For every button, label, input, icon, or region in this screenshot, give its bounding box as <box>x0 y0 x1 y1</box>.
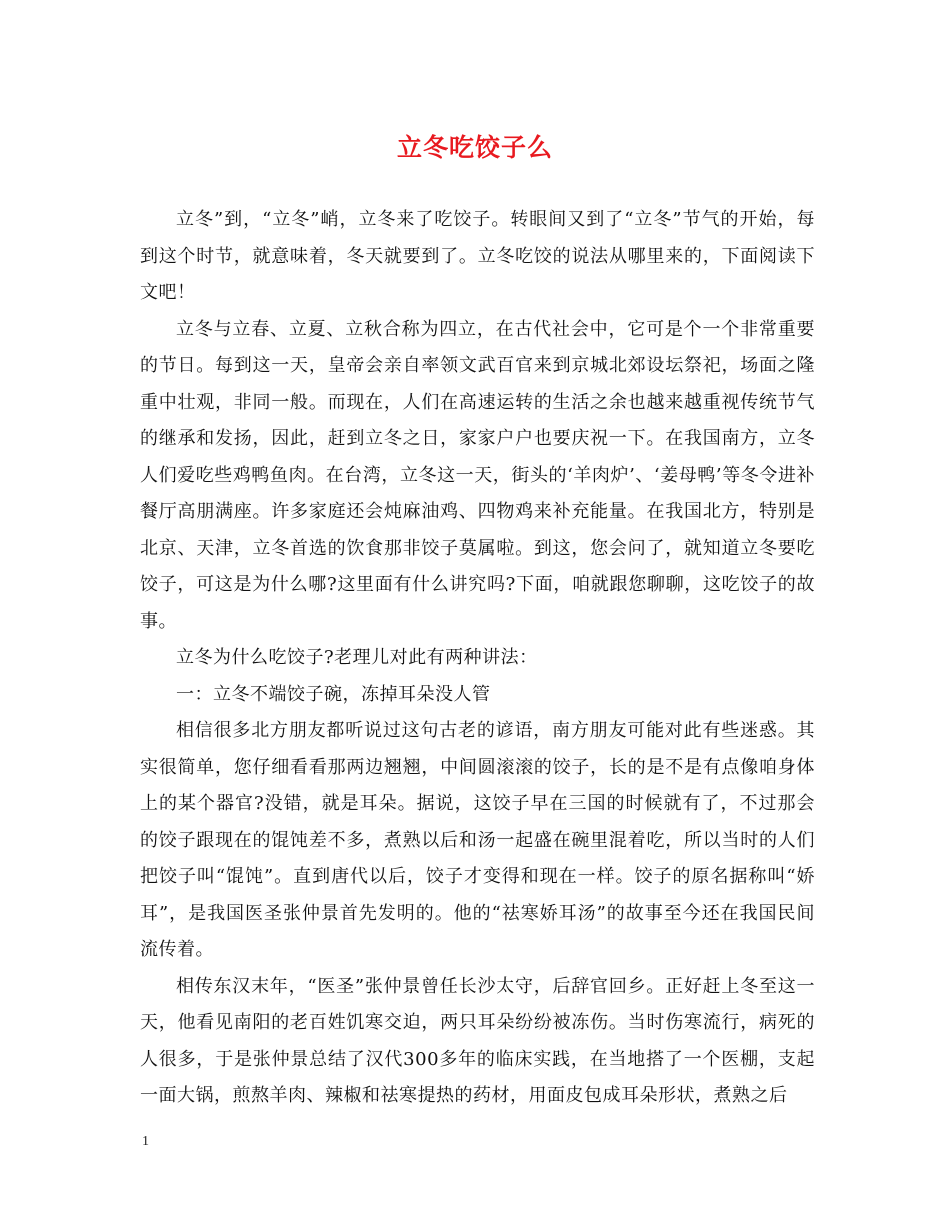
page-number: 1 <box>142 1134 149 1149</box>
paragraph-question: 立冬为什么吃饺子?老理儿对此有两种讲法： <box>176 647 538 668</box>
paragraph-legend: 相传东汉末年，“医圣”张仲景曾任长沙太守，后辞官回乡。正好赶上冬至这一天，他看见南阳的老百姓饥寒交迫，两只耳朵纷纷被冻伤。当时伤寒流行，病死的人很多，于是张仲景总结了汉代300多年的临床实践，在当地搭了一个医棚，支起一面大锅，煎熬羊肉、辣椒和祛寒提热的药材，用面皮包成耳朵形状，煮熟之后 <box>140 975 815 1106</box>
paragraph-heading-one: 一：立冬不端饺子碗，冻掉耳朵没人管 <box>176 683 491 705</box>
paragraph-history: 立冬与立春、立夏、立秋合称为四立，在古代社会中，它可是个一个非常重要的节日。每到这一天，皇帝会亲自率领文武百官来到京城北郊设坛祭祀，场面之隆重中壮观，非同一般。而现在，人们在高速运转的生活之余也越来越重视传统节气的继承和发扬，因此，赶到立冬之日，家家户户也要庆祝一下。在我国南方，立冬人们爱吃些鸡鸭鱼肉。在台湾，立冬这一天，街头的‘羊肉炉’、‘姜母鸭’等冬令进补餐厅高朋满座。许多家庭还会炖麻油鸡、四物鸡来补充能量。在我国北方，特别是北京、天津，立冬首选的饮食那非饺子莫属啦。到这，您会问了，就知道立冬要吃饺子，可这是为什么哪?这里面有什么讲究吗?下面，咱就跟您聊聊，这吃饺子的故事。 <box>140 318 815 632</box>
document-title: 立冬吃饺子么 <box>396 133 553 162</box>
paragraph-proverb: 相信很多北方朋友都听说过这句古老的谚语，南方朋友可能对此有些迷惑。其实很简单，您仔细看看那两边翘翘，中间圆滚滚的饺子，长的是不是有点像咱身体上的某个器官?没错，就是耳朵。据说，这饺子早在三国的时候就有了，不过那会的饺子跟现在的馄饨差不多，煮熟以后和汤一起盛在碗里混着吃，所以当时的人们把饺子叫“馄饨”。直到唐代以后，饺子才变得和现在一样。饺子的原名据称叫“娇耳”，是我国医圣张仲景首先发明的。他的“祛寒娇耳汤”的故事至今还在我国民间流传着。 <box>140 720 815 960</box>
paragraph-intro: 立冬”到，“立冬”峭，立冬来了吃饺子。转眼间又到了“立冬”节气的开始，每到这个时节，就意味着，冬天就要到了。立冬吃饺的说法从哪里来的，下面阅读下文吧！ <box>140 209 815 303</box>
document-body <box>140 202 815 1115</box>
